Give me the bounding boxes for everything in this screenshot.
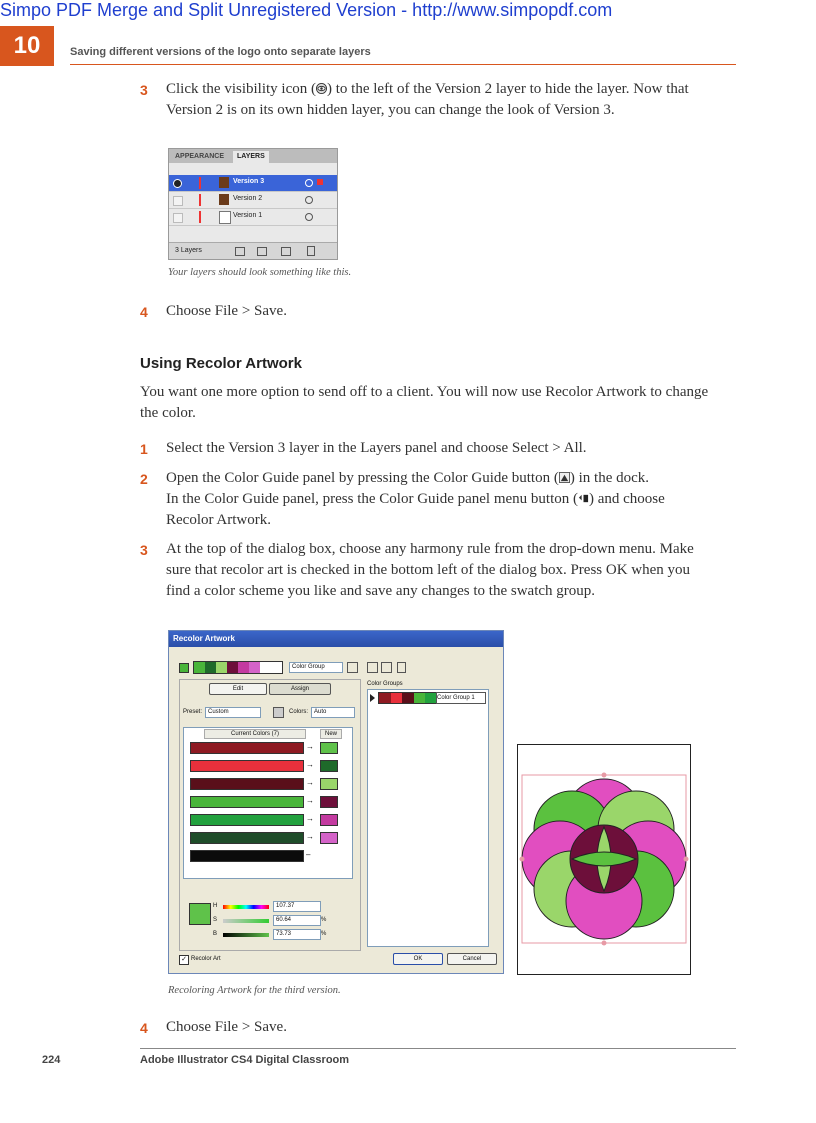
b-unit: %	[321, 931, 327, 937]
hue-slider	[223, 905, 269, 909]
h-value-field: 107.37	[273, 901, 321, 912]
tab-appearance: APPEARANCE	[175, 153, 225, 160]
handle	[684, 857, 689, 862]
step-text-line: find a color scheme you like and save any changes to the swatch group.	[166, 583, 596, 599]
new-color-group-icon	[367, 662, 378, 673]
new-color-swatch	[320, 760, 338, 772]
cancel-button: Cancel	[447, 953, 497, 965]
target-icon	[305, 213, 313, 221]
recolored-artwork-preview	[517, 744, 691, 975]
b-value-field: 73.73	[273, 929, 321, 940]
layer-thumbnail	[219, 194, 229, 205]
s-unit: %	[321, 917, 327, 923]
step-number: 4	[140, 304, 148, 320]
step-number: 3	[140, 82, 148, 98]
handle	[602, 773, 607, 778]
handle	[520, 857, 525, 862]
current-color-bar	[190, 742, 304, 754]
current-color-bar	[190, 796, 304, 808]
current-color-bar	[190, 850, 304, 862]
h-label: H	[213, 903, 218, 909]
step-text-part: Click the visibility icon (	[166, 81, 316, 97]
preset-select: Custom	[205, 707, 261, 718]
current-color-bar	[190, 814, 304, 826]
book-title: Adobe Illustrator CS4 Digital Classroom	[140, 1054, 350, 1066]
layer-row	[169, 209, 337, 226]
selected-color-preview	[189, 903, 211, 925]
s-label: S	[213, 917, 218, 923]
colors-select: Auto	[311, 707, 355, 718]
paragraph-line: You want one more option to send off to a client. You will now use Recolor Artwork to change	[140, 384, 709, 400]
preset-label: Preset:	[183, 709, 203, 715]
new-color-swatch	[320, 742, 338, 754]
color-groups-list	[367, 689, 489, 947]
step-text-line: Version 2 is on its own hidden layer, you can change the look of Version 3.	[166, 102, 615, 118]
eye-visibility-icon	[316, 83, 327, 94]
arrow-right-icon: →	[306, 832, 314, 841]
expand-icon	[370, 694, 375, 702]
current-colors-header: Current Colors (7)	[204, 729, 306, 739]
arrow-right-icon: →	[306, 796, 314, 805]
panel-menu-icon	[578, 493, 589, 504]
layer-thumbnail	[219, 211, 231, 224]
watermark-banner: Simpo PDF Merge and Split Unregistered Version - http://www.simpopdf.com	[0, 0, 613, 20]
current-color-bar	[190, 778, 304, 790]
step-text-part: ) in the dock.	[569, 470, 650, 486]
target-icon	[305, 196, 313, 204]
arrow-right-icon: →	[306, 778, 314, 787]
layer-name: Version 3	[233, 178, 265, 185]
dialog-title: Recolor Artwork	[169, 631, 503, 647]
recolor-art-label: Recolor Art	[191, 956, 221, 962]
step-text-part: Open the Color Guide panel by pressing the Color Guide button (	[166, 470, 559, 486]
color-strip	[193, 661, 283, 674]
layer-thumbnail	[219, 177, 229, 188]
step-number: 3	[140, 542, 148, 558]
layer-color-bar	[199, 177, 201, 189]
layers-panel-screenshot	[168, 148, 338, 260]
step-text	[166, 539, 746, 602]
target-icon	[305, 179, 313, 187]
step-number: 2	[140, 471, 148, 487]
new-color-swatch	[320, 832, 338, 844]
figure-caption: Your layers should look something like this.	[168, 267, 352, 278]
s-value-field: 60.64	[273, 915, 321, 926]
active-color-swatch	[179, 663, 189, 673]
layer-color-bar	[199, 194, 201, 206]
step-text	[166, 79, 746, 121]
preset-options-icon	[273, 707, 284, 718]
selection-indicator	[317, 179, 323, 185]
new-header: New	[320, 729, 342, 739]
panel-tabs	[169, 149, 337, 163]
layer-row	[169, 175, 337, 192]
color-mapping-table	[183, 727, 353, 879]
current-color-bar	[190, 760, 304, 772]
color-guide-icon	[559, 472, 570, 483]
panel-footer	[169, 242, 337, 259]
step-number: 4	[140, 1020, 148, 1036]
paragraph-line: the color.	[140, 405, 196, 421]
step-text: Select the Version 3 layer in the Layers panel and choose Select > All.	[166, 440, 587, 456]
footer-rule	[140, 1048, 736, 1049]
save-changes-icon	[347, 662, 358, 673]
overlapping-circles-logo	[518, 745, 690, 974]
layer-name: Version 2	[233, 195, 263, 202]
new-color-swatch	[320, 778, 338, 790]
step-text: Choose File > Save.	[166, 303, 287, 319]
step-text-part: ) and choose	[589, 491, 665, 507]
header-rule	[70, 64, 736, 65]
arrow-right-icon: →	[306, 742, 314, 751]
figure-caption: Recoloring Artwork for the third version.	[168, 985, 341, 996]
delete-icon	[397, 662, 406, 673]
tab-assign: Assign	[269, 683, 331, 695]
step-text	[166, 468, 746, 531]
layer-name: Version 1	[233, 212, 263, 219]
step-text-line: sure that recolor art is checked in the bottom left of the dialog box. Press OK when you	[166, 562, 691, 578]
color-group-name-field: Color Group	[289, 662, 343, 673]
tab-edit: Edit	[209, 683, 267, 695]
color-groups-label: Color Groups	[367, 681, 403, 687]
b-label: B	[213, 931, 218, 937]
running-head: Saving different versions of the logo onto separate layers	[70, 46, 371, 58]
step-number: 1	[140, 441, 148, 457]
current-color-bar	[190, 832, 304, 844]
handle	[602, 941, 607, 946]
colors-label: Colors:	[289, 709, 309, 715]
step-text-part: ) to the left of the Version 2 layer to hide the layer. Now that	[327, 81, 689, 97]
chapter-number-tab: 10	[0, 26, 54, 66]
group-swatches	[378, 692, 438, 704]
recolor-art-checkbox: ✓	[179, 955, 189, 965]
layer-color-bar	[199, 211, 201, 223]
new-group-icon	[381, 662, 392, 673]
ok-button: OK	[393, 953, 443, 965]
section-paragraph	[140, 382, 740, 424]
dash-icon: –	[306, 850, 311, 859]
step-text: Choose File > Save.	[166, 1019, 287, 1035]
recolor-artwork-dialog	[168, 630, 504, 974]
arrow-right-icon: →	[306, 760, 314, 769]
new-color-swatch	[320, 814, 338, 826]
step-text-line: Recolor Artwork.	[166, 512, 271, 528]
locate-object-icon	[235, 247, 245, 256]
empty-visibility-box	[173, 213, 183, 223]
empty-visibility-box	[173, 196, 183, 206]
page-number: 224	[42, 1054, 61, 1066]
arrow-right-icon: →	[306, 814, 314, 823]
clipping-mask-icon	[257, 247, 267, 256]
tab-layers: LAYERS	[233, 151, 269, 163]
layer-row	[169, 192, 337, 209]
color-group-item: Color Group 1	[436, 692, 486, 704]
step-text-part: In the Color Guide panel, press the Color Guide panel menu button (	[166, 491, 578, 507]
step-text-line: At the top of the dialog box, choose any harmony rule from the drop-down menu. Make	[166, 541, 694, 557]
new-color-swatch	[320, 796, 338, 808]
layer-count: 3 Layers	[175, 247, 202, 254]
new-layer-icon	[281, 247, 291, 256]
brightness-slider	[223, 933, 269, 937]
section-heading: Using Recolor Artwork	[140, 355, 302, 372]
trash-icon	[307, 246, 315, 256]
eye-icon	[173, 179, 182, 188]
saturation-slider	[223, 919, 269, 923]
